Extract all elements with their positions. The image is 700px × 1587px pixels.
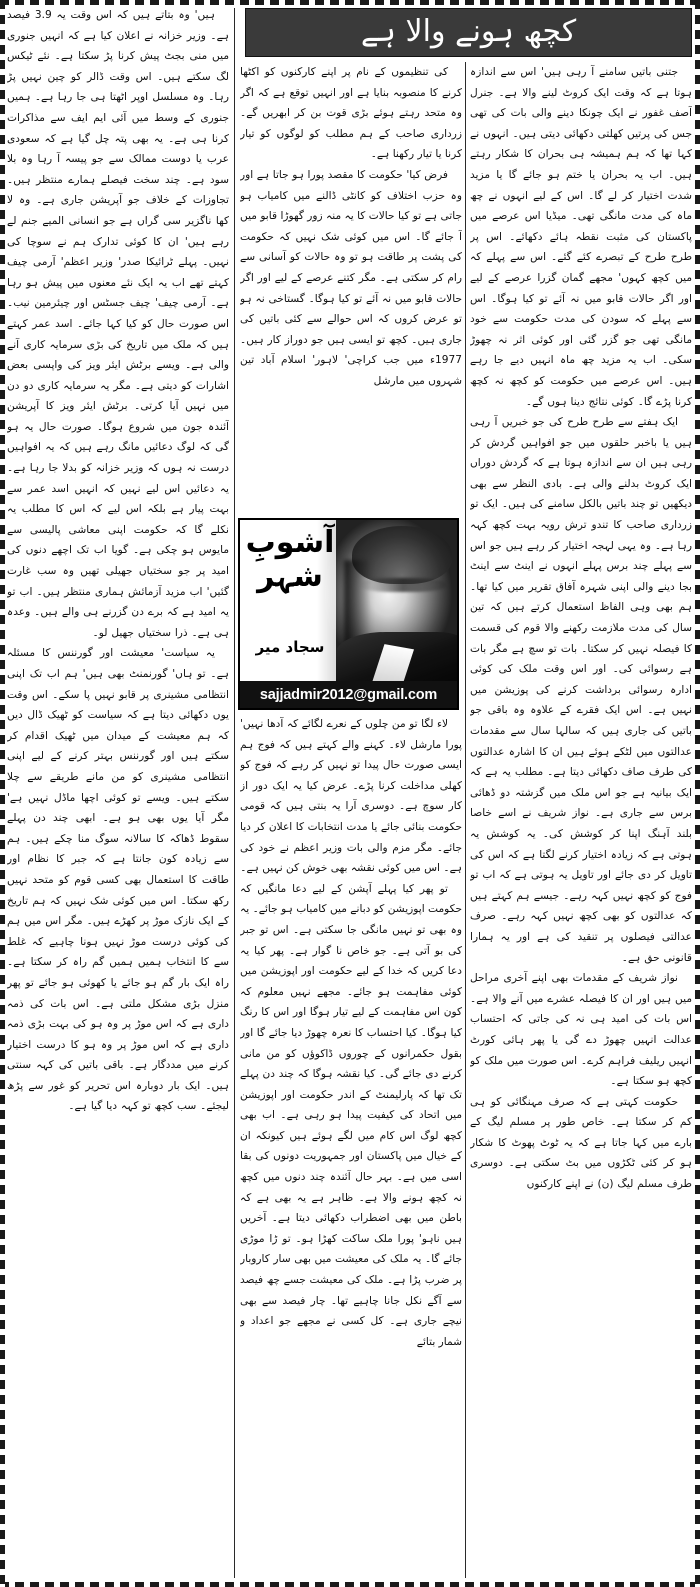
column-divider-1 [465, 62, 466, 1578]
column-logo-panel [240, 520, 336, 683]
paragraph: ایک ہفتے سے طرح طرح کی جو خبریں آ رہی ہیں یا باخبر حلقوں میں جو افواہیں گردش کر رہی ہیں ان سے اندازہ ہوتا ہے کہ گردش دوراں ایک کروٹ بدلنے والی ہے۔ بادی النظر سے بھی دیکھیں تو چند باتیں بالکل سامنے کی ہیں۔ ایک تو زرداری صاحب کا تندو ترش رویہ بہت کچھ کہہ رہا ہے۔ وہ یہی لہجہ اختیار کر رہے ہیں جو اس سے پہلے چند برس پہلے انہوں نے اینٹ سے اینٹ بجا دینے والی اپنی شہرہ آفاق تقریر میں کیا تھا۔ ہم بھی وہی الفاظ استعمال کرتے ہیں کہ تین سال کی مدت ملازمت رکھنے والا قوم کی قسمت کا فیصلہ نہیں کر سکتا۔ بات تو سچ ہے مگر بات ہے رسوائی کی۔ اور اس وقت ملک کی کوئی ادارہ رسوائی برداشت کرنے کی پوزیشن میں نہیں ہے۔ اس ایک فقرے کے علاوہ وہ باقی جو باتیں کی جاری ہیں کہ سالہا سال سے مقدمات عدالتوں میں لٹکے ہوئے ہیں ان کا اشارہ عدالتوں کی طرف صاف دکھائی دیتا ہے۔ مطلب یہ ہے کہ ایک بیانیہ ہے جو اس ملک میں گزشتہ دو ڈھائی برس سے جاری ہے۔ نواز شریف نے اسے خاصا بلند آہنگ اپنا کر کوشش کی۔ یہ کوشش یہ ہوتی ہے کہ زیادہ اختیار کرنے لگتا ہے کہ اس کی تاویل کر دی جائے اور تاویل یہ ہوتی ہے کہ اب تو فوج کو کچھ نہیں کہہ رہے۔ جیسے ہم کہتے ہیں کہ عدالتوں کو بھی کچھ نہیں کہہ رہے۔ صرف عدالتی فیصلوں پر تنقید کی ہے اور یہ ہمارا قانونی حق ہے۔ [470, 416, 692, 964]
paragraph: لاء لگا تو من چلوں کے نعرے لگائے کہ آدھا نہیں' پورا مارشل لاء۔ کہنے والے کہتے ہیں کہ فوج ہم ایسی صورت حال پیدا تو نہیں کر رہے کہ فوج کو کھلی مداخلت کرنا پڑے۔ عرض کیا یہ ایک دور از کار سوچ ہے۔ دوسری آرا یہ بنتی ہیں کہ قومی حکومت بنائی جائے یا مدت انتخابات کا اعلان کر دیا جائے۔ مگر مزم والی بات وزیر اعظم نے خود کی ہے۔ اس میں کوئی نقشہ بھی خوش کن نہیں ہے۔ [240, 718, 462, 875]
author-name: سجاد میر [255, 638, 325, 656]
photo-brow-shading [360, 578, 446, 592]
paragraph: نواز شریف کے مقدمات بھی اپنے آخری مراحل میں ہیں اور ان کا فیصلہ عشرے میں آنے والا ہے۔ اس بات کی امید ہی نہ کی جاتی کہ احتساب عدالت انہیں چھوڑ دے گی یا پھر ہائی کورٹ انہیں ریلیف فراہم کرے۔ اس صورت میں ملک کو کچھ ہو سکتا ہے۔ [470, 972, 692, 1088]
paragraph: حکومت کہتی ہے کہ صرف مہنگائی کو ہی کم کر سکتا ہے۔ خاص طور پر مسلم لیگ کے بارے میں کہا جاتا ہے کہ یہ ٹوٹ پھوٹ کا شکار ہو کر کئی ٹکڑوں میں بٹ سکتی ہے۔ دوسری طرف مسلم لیگ (ن) نے اپنے کارکنوں [470, 1095, 692, 1191]
paragraph: جتنی باتیں سامنے آ رہی ہیں' اس سے اندازہ ہوتا ہے کہ وقت ایک کروٹ لینے والا ہے۔ جنرل آصف غفور نے ایک چونکا دینے والی بات کی تھی جس کی پرتیں کھلتی دکھائی دیتی ہیں۔ انہوں نے کہا تھا کہ ہم ہمیشہ ہی بحران کا شکار رہتے ہیں۔ اب یہ بحران یا ختم ہو جائے گا یا مزید شدت اختیار کر لے گا۔ اس کے لیے انہوں نے چھ ماہ کی مدت مانگی تھی۔ میڈیا اس عرصے میں پاکستان کی مثبت نقطہ ہائے دکھائے۔ اس پر طرح طرح کے تبصرے کئے گئے۔ اس سے پہلے کہ میں کچھ کہوں' مجھے گمان گزرا عرصے کے لیے اور اگر حالات قابو میں نہ آئے تو کیا ہوگا۔ اس سے پہلے کہ سودن کی مدت حکومت سے خود مانگی تھی جو گزر گئی اور کوئی اثر نہ چھوڑ سکی۔ اب یہ مزید چھ ماہ انہیں دیے جا رہے ہیں۔ اس عرصے میں حکومت کو کچھ نہ کچھ کرنا پڑے گا۔ کوئی نتائج دینا ہوں گے۔ [470, 66, 692, 408]
author-photo [240, 520, 459, 683]
paragraph: یہ سیاست' معیشت اور گورننس کا مسئلہ ہے۔ تو ہاں' گورنمنٹ بھی ہیں' ہم اب تک اپنی انتظامی مشینری پر قابو نہیں پا سکے۔ اس وقت یوں دکھائی دیتا ہے کہ سیاست کو ٹھیک ڈال دیں کہ ہم معیشت کے میدان میں ٹھیک اقدام کر سکتے ہیں اور گورننس بہتر کرنے کے لیے اپنی انتظامی مشینری کو من مانے طریقے سے چلا سکتے ہیں۔ ویسے تو کوئی اچھا ماڈل نہیں ہے' مگر آیا یوں بھی ہو ہے۔ ابھی چند دن پہلے سقوط ڈھاکہ کا سالانہ سوگ منا چکے ہیں۔ ہم سے زیادہ کون جانتا ہے کہ جبر کا نظام اور طاقت کا استعمال بھی کسی قوم کو متحد نہیں رکھ سکتا۔ اس میں کوئی شک نہیں کہ ہم تاریخ کے ایک نازک موڑ پر کھڑے ہیں۔ مگر اس میں ہم کی کوئی درست موڑ نہیں ہونا چاہیے کہ غلط سے کا انتخاب ہمیں ہمیں گم راہ کر سکتا ہے۔ راہ ایک بار گم ہو جائے یا کھوئی ہو جائے تو پھر منزل بڑی مشکل ملتی ہے۔ اس بات کی ذمہ داری ہے کہ اس موڑ پر وہ ہو کی بہت بڑی ذمہ داری ہے کہ اس موڑ پر وہ ہو کا درست اختیار کرنے میں مددگار ہے۔ باقی باتیں کی کہہ سنتی ہیں۔ ایک بار دوبارہ اس تحریر کو غور سے پڑھ لیجئے۔ سب کچھ تو کہہ دیا گیا ہے۔ [7, 647, 229, 1113]
column-logo-text: آشوبِ شہر [245, 525, 335, 594]
page-border-right [695, 0, 700, 1587]
paragraph: فرض کیا' حکومت کا مقصد پورا ہو جاتا ہے اور وہ حزب اختلاف کو کانٹی ڈالنے میں کامیاب ہو جاتی ہے تو کیا حالات کا یہ منہ زور گھوڑا قابو میں آ جائے گا۔ اس میں کوئی شک نہیں کہ حکومت کی پشت پر طاقت ہو تو وہ حالات کو آسانی سے رام کر سکتی ہے۔ مگر کتنے عرصے کے لیے اور اگر حالات قابو میں نہ آئے تو کیا ہوگا۔ گستاخی نہ ہو تو عرض کروں کہ اس حوالے سے کئی باتیں کی جاری ہیں۔ کچھ تو ایسی ہیں جو دوراز کار ہیں۔ 1977ء میں جب کراچی' لاہور' اسلام آباد تین شہروں میں مارشل [240, 168, 462, 387]
page-border-left [0, 0, 5, 1587]
page-title: کچھ ہونے والا ہے [360, 13, 577, 49]
article-column-right [470, 62, 692, 1578]
paragraph: تو پھر کیا پہلے آپشن کے لیے دعا مانگیں کہ حکومت اپوزیشن کو دبانے میں کامیاب ہو جائے۔ یہ وہ بھی تو نہیں مانگی جا سکتی ہے۔ اس تو جبر کی بو آتی ہے۔ جو خاص نا گوار ہے۔ پھر کیا یہ دعا کریں کہ خدا کے لیے حکومت اور اپوزیشن میں کوئی مفاہمت ہو جائے۔ مجھے نہیں معلوم کہ کون اس مفاہمت کے لیے تیار ہوگا اور اس کا رنگ کیا ہوگا۔ کیا احتساب کا نعرہ چھوڑ دیا جائے گا اور بقول حکمرانوں کے چوروں ڈاکوؤں کو من مانی کرنے دی جائے گی۔ کیا نقشہ ہوگا کہ چند دن پہلے تک تھا کہ پارلیمنٹ کے اندر حکومت اور اپوزیشن میں اتحاد کی کیفیت پیدا ہو رہی ہے۔ اب بھی کچھ لوگ اس کام میں لگے ہوئے ہیں کیونکہ ان کے خیال میں پاکستان اور جمہوریت دونوں کی بقا اسی میں ہے۔ بہر حال آئندہ چند دنوں میں کچھ نہ کچھ ہونے والا ہے۔ ظاہر ہے یہ بھی ہے کہ باطن میں بھی اضطراب دکھائی دیتا ہے۔ آخریں ہیں ناہو' پورا ملک ساکت کھڑا ہو۔ تو ڑا موڑی جائے گا۔ یہ ملک کی معیشت میں بھی سار کاروبار پر ضرب پڑا ہے۔ ملک کی معیشت جسے چھ فیصد سے آگے نکل جانا چاہیے تھا۔ چار فیصد سے بھی نیچے جاری ہے۔ کل کسی نے مجھے جو اعداد و شمار بتائے [240, 882, 462, 1348]
article-column-middle-top [240, 62, 462, 514]
column-divider-2 [234, 8, 235, 1578]
author-byline-block [238, 518, 459, 710]
article-column-left [7, 5, 229, 1578]
headline-banner [245, 8, 692, 57]
article-column-middle-bottom [240, 714, 462, 1578]
author-email: sajjadmir2012@gmail.com [259, 686, 438, 703]
paragraph: ہیں' وہ بتاتے ہیں کہ اس وقت یہ 3.9 فیصد ہے۔ وزیر خزانہ نے اعلان کیا ہے کہ انہیں جنوری میں منی بجٹ پیش کرنا پڑ سکتا ہے۔ نئے ٹیکس لگ سکتے ہیں۔ اس وقت ڈالر کو چین نہیں پڑ رہا۔ وہ مسلسل اوپر اٹھتا ہی جا رہا ہے۔ ہمیں جنوری کے وسط میں آئی ایم ایف سے مذاکرات کرنا ہی ہے۔ یہ بھی پتہ چل گیا ہے کہ سعودی عرب یا دوست ممالک سے جو پیسہ آ رہا وہ بلا سود ہے۔ چند سخت فیصلے ہمارے منتظر ہیں۔ تجاوزات کے خلاف جو آپریشن جاری ہے۔ وہ لا کھا ناگزیر سی گراں ہے جو انسانی المیے جنم لے رہے ہیں' ان کا کوئی تدارک ہم نے سوچا کی نہیں۔ پہلے ٹرائیکا صدر' وزیر اعظم' آرمی چیف کہتے تھے اب یہ ایک نئے معنوں میں پیش ہو رہا ہے۔ آرمی چیف' چیف جسٹس اور چیئرمین نیب۔ اس صورت حال کو کیا کہا جائے۔ اسد عمر کہتے ہیں کہ ملک میں تاریخ کی بڑی سرمایہ کاری آنے والی ہے۔ ویسے برٹش ایئر ویز کی واپسی بعض اشارات کو دیتی ہے۔ مگر یہ سرمایہ کاری دو دن میں نہیں آیا کرتی۔ برٹش ایئر ویز کا آپریشن آئندہ جون میں شروع ہوگا۔ صورت حال یہ ہو گی کہ لوگ دعائیں مانگ رہے ہیں کہ یہ افواہیں درست نہ ہوں کہ وزیر خزانہ کو بدلا جا رہا ہے۔ یہ دعائیں اس لیے نہیں کہ انہیں اسد عمر سے بہت پیار ہے بلکہ اس لیے کہ اس کا مطلب یہ نکلے گا کہ حکومت اپنی معاشی پالیسی سے مایوس ہو چکی ہے۔ گویا اب تک اچھے دنوں کی امید پر جو سختیاں جھیلی تھیں وہ سب غارت گئیں' اب مزید آزمائش ہماری منتظر ہیں۔ اب تو یہ امید ہے کہ برے دن گزرنے ہی والے ہیں۔ وعدہ ہی ہے۔ ذرا سختیاں جھیل لو۔ [7, 9, 229, 639]
page-border-bottom [0, 1582, 700, 1587]
author-email-bar [240, 681, 457, 708]
paragraph: کی تنظیموں کے نام پر اپنے کارکنوں کو اکٹھا کرنے کا منصوبہ بنایا ہے اور انہیں توقع ہے کہ اگر وہ متحد رہتے ہوئے بڑی قوت بن کر ابھریں گے۔ زرداری صاحب کے ہم مطلب کو لوگوں کو تیار کرنا یا تیار رکھنا ہے۔ [240, 66, 462, 161]
